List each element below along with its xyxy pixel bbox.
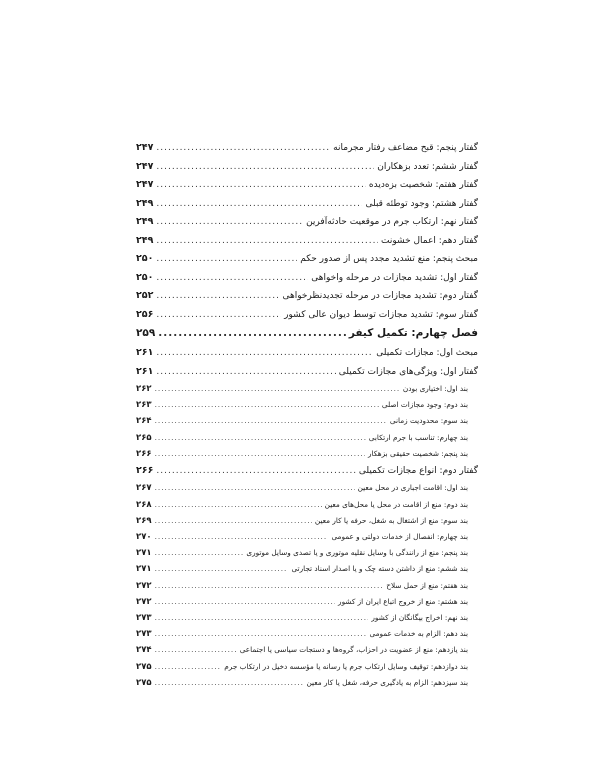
entry-title: مبحث پنجم: منع تشدید مجدد پس از صدور حکم <box>300 254 478 264</box>
entry-title: بند دهم: الزام به خدمات عمومی <box>369 629 468 639</box>
dot-leader <box>155 500 322 509</box>
dot-leader <box>155 645 237 654</box>
page-number: ۲۶۶ <box>136 448 152 459</box>
page-number: ۲۴۹ <box>136 197 154 209</box>
toc-entry <box>136 347 478 366</box>
page-number: ۲۶۳ <box>136 400 152 411</box>
entry-title: فصل چهارم: تکمیل کیفر <box>348 327 478 339</box>
page-number: ۲۷۲ <box>136 580 152 591</box>
entry-title: بند دوم: وجود مجازات اصلی <box>381 400 468 410</box>
entry-title: گفتار ششم: تعدد بزهکاران <box>377 161 478 172</box>
toc-entry <box>136 216 478 235</box>
dot-leader <box>156 367 335 377</box>
page-number: ۲۶۱ <box>136 365 154 377</box>
entry-title: بند نهم: اخراج بیگانگان از کشور <box>371 612 468 622</box>
page-number: ۲۴۹ <box>136 234 154 246</box>
dot-leader <box>156 199 362 209</box>
dot-leader <box>155 629 367 638</box>
page-number: ۲۷۲ <box>136 596 152 607</box>
entry-title: بند پنجم: منع از رانندگی با وسایل نقلیه موتوری و یا تصدی وسایل موتوری <box>246 548 468 558</box>
dot-leader <box>156 236 378 246</box>
dot-leader <box>155 384 400 393</box>
dot-leader <box>156 254 297 264</box>
entry-title: گفتار هشتم: وجود توطئه قبلی <box>365 198 478 209</box>
toc-entry <box>136 500 478 516</box>
entry-title: بند سوم: محدودیت زمانی <box>389 416 468 426</box>
page-number: ۲۶۴ <box>136 416 152 427</box>
toc-entry <box>136 309 478 328</box>
toc-entry <box>136 597 478 613</box>
dot-leader <box>156 143 330 153</box>
toc-entry <box>136 629 478 645</box>
entry-title: بند پنجم: شخصیت حقیقی بزهکار <box>368 448 468 458</box>
dot-leader <box>155 662 222 671</box>
entry-title: بند هفتم: منع از حمل سلاح <box>386 580 468 590</box>
page-number: ۲۴۹ <box>136 216 154 227</box>
entry-title: بند یازدهم: منع از عضویت در احزاب، گروه‌ها و دستجات سیاسی یا اجتماعی <box>239 645 468 655</box>
dot-leader <box>156 291 279 301</box>
toc-entry <box>136 400 478 416</box>
toc-entry <box>136 272 478 291</box>
toc-entry <box>136 678 478 694</box>
entry-title: بند دوازدهم: توقیف وسایل ارتکاب جرم یا رسانه یا مؤسسه دخیل در ارتکاب جرم <box>224 661 468 671</box>
entry-title: بند چهارم: تناسب با جرم ارتکابی <box>368 432 468 442</box>
toc-entry <box>136 161 478 180</box>
dot-leader <box>155 678 304 687</box>
entry-title: بند سیزدهم: الزام به یادگیری حرفه، شغل یا کار معین <box>306 677 468 687</box>
dot-leader <box>155 613 369 622</box>
page-number: ۲۶۱ <box>136 347 154 358</box>
page-number: ۲۵۹ <box>136 327 156 339</box>
toc-entry <box>136 384 478 400</box>
dot-leader <box>156 466 355 476</box>
page-number: ۲۶۹ <box>136 515 152 526</box>
dot-leader <box>156 162 374 172</box>
entry-title: گفتار اول: تشدید مجازات در مرحله واخواهی <box>311 272 478 283</box>
entry-title: بند هشتم: منع از خروج اتباع ایران از کشور <box>338 596 468 606</box>
page-number: ۲۷۵ <box>136 677 152 688</box>
entry-title: بند دوم: منع از اقامت در محل یا محل‌های معین <box>324 499 468 509</box>
entry-title: گفتار سوم: تشدید مجازات توسط دیوان عالی کشور <box>284 309 478 320</box>
toc-entry <box>136 179 478 198</box>
dot-leader <box>156 217 303 227</box>
dot-leader <box>155 548 244 557</box>
page-number: ۲۷۱ <box>136 548 152 559</box>
dot-leader <box>155 564 289 573</box>
entry-title: گفتار پنجم: قبح مضاعف رفتار مجرمانه <box>333 143 478 153</box>
toc-entry <box>136 564 478 580</box>
page-number: ۲۶۷ <box>136 483 152 494</box>
toc-entry <box>136 613 478 629</box>
page-number: ۲۷۳ <box>136 612 152 623</box>
page-number: ۲۵۲ <box>136 290 154 301</box>
entry-title: بند چهارم: انفصال از خدمات دولتی و عمومی <box>331 532 468 541</box>
dot-leader <box>156 273 308 283</box>
page-number: ۲۶۸ <box>136 499 152 510</box>
dot-leader <box>155 433 366 442</box>
toc-entry <box>136 548 478 564</box>
dot-leader <box>155 581 384 590</box>
page-number: ۲۶۶ <box>136 464 154 476</box>
page-number: ۲۷۴ <box>136 645 152 656</box>
page-number: ۲۷۰ <box>136 532 152 542</box>
entry-title: مبحث اول: مجازات تکمیلی <box>376 348 478 358</box>
entry-title: بند سوم: منع از اشتغال به شغل، حرفه یا کار معین <box>314 515 468 525</box>
toc-entry <box>136 449 478 465</box>
dot-leader <box>155 532 329 541</box>
toc-entry <box>136 366 478 385</box>
page-number: ۲۵۰ <box>136 253 154 264</box>
page-number: ۲۵۶ <box>136 308 154 320</box>
entry-title: گفتار هفتم: شخصیت بزه‌دیده <box>368 180 478 190</box>
page-number: ۲۶۵ <box>136 432 152 443</box>
toc-entry <box>136 416 478 432</box>
page-number: ۲۴۷ <box>136 179 154 190</box>
toc-entry <box>136 516 478 532</box>
dot-leader <box>155 483 355 492</box>
toc-entry <box>136 198 478 217</box>
toc-entry <box>136 662 478 678</box>
page-number: ۲۶۲ <box>136 384 152 394</box>
dot-leader <box>156 310 281 320</box>
dot-leader <box>156 348 373 358</box>
entry-title: گفتار دهم: اعمال خشونت <box>381 235 478 246</box>
page-number: ۲۵۰ <box>136 271 154 283</box>
chapter-entry <box>136 327 478 347</box>
dot-leader <box>155 449 365 458</box>
entry-title: گفتار نهم: ارتکاب جرم در موقعیت حادثه‌آفرین <box>306 217 478 227</box>
toc-entry <box>136 532 478 548</box>
page-number: ۲۷۳ <box>136 629 152 640</box>
dot-leader <box>155 416 387 425</box>
toc-entry <box>136 290 478 309</box>
entry-title: گفتار دوم: تشدید مجازات در مرحله تجدیدنظرخواهی <box>282 291 478 301</box>
dot-leader <box>155 597 335 606</box>
toc-entry <box>136 433 478 449</box>
toc-entry <box>136 483 478 499</box>
page-number: ۲۴۷ <box>136 142 154 153</box>
dot-leader <box>158 327 346 339</box>
toc-entry <box>136 253 478 272</box>
entry-title: گفتار دوم: انواع مجازات تکمیلی <box>358 465 478 476</box>
page-number: ۲۴۷ <box>136 160 154 172</box>
page-number: ۲۷۱ <box>136 564 152 575</box>
entry-title: بند اول: اقامت اجباری در محل معین <box>357 483 468 493</box>
dot-leader <box>155 516 312 525</box>
page-number: ۲۷۵ <box>136 661 152 672</box>
entry-title: بند اول: اختیاری بودن <box>402 384 468 393</box>
entry-title: بند ششم: منع از داشتن دسته چک و یا اصدار اسناد تجارتی <box>291 564 468 574</box>
toc-entry <box>136 142 478 161</box>
table-of-contents <box>136 142 478 694</box>
toc-entry <box>136 235 478 254</box>
dot-leader <box>155 400 379 409</box>
entry-title: گفتار اول: ویژگی‌های مجازات تکمیلی <box>338 366 478 377</box>
toc-entry <box>136 645 478 661</box>
toc-entry <box>136 581 478 597</box>
dot-leader <box>156 180 365 190</box>
toc-entry <box>136 465 478 484</box>
